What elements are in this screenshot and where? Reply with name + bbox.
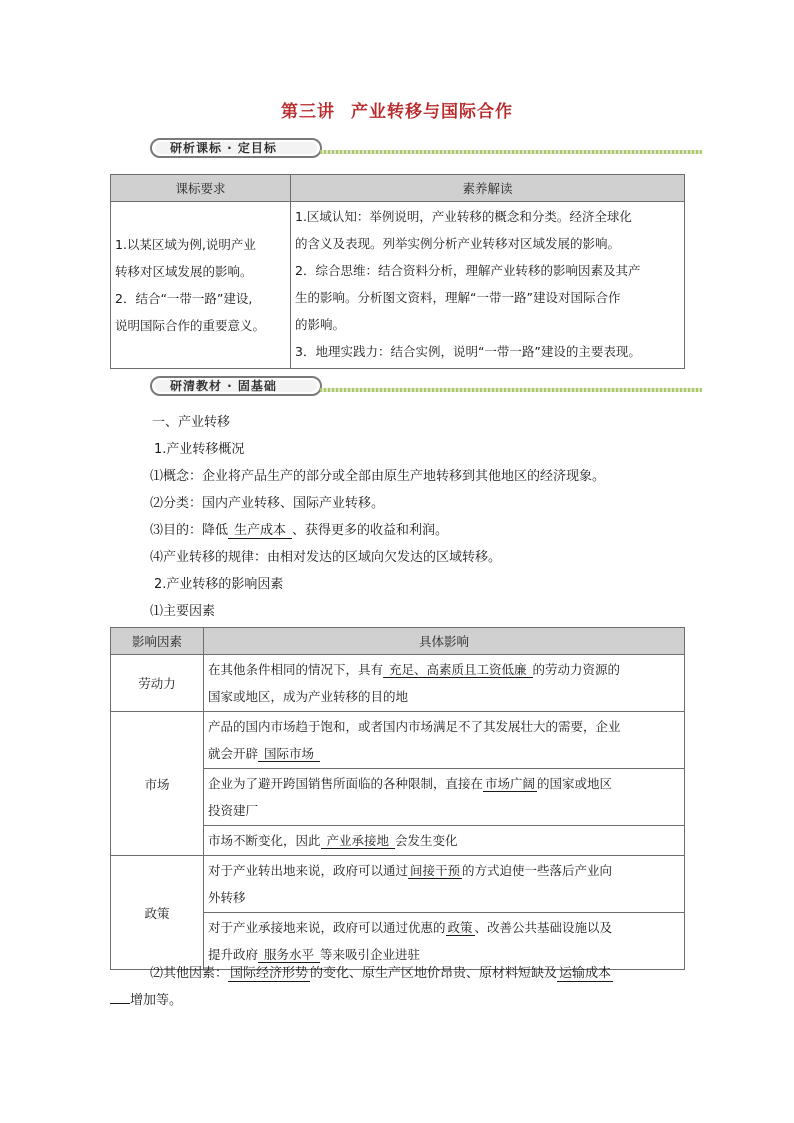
standards-line: 1.以某区域为例,说明产业 xyxy=(115,237,256,252)
fill-blank: 市场广阔 xyxy=(485,776,536,791)
concept-line: ⑴概念：企业将产品生产的部分或全部由原生产地转移到其他地区的经济现象。 xyxy=(150,469,606,484)
subheading-factors: 2.产业转移的影响因素 xyxy=(154,577,284,592)
fill-blank: 生产成本 xyxy=(228,523,292,539)
fill-blank: 服务水平 xyxy=(258,947,320,963)
impact-policy: 对于产业转出地来说，政府可以通过 间接干预 的方式迫使一些落后产业向 外转移 xyxy=(204,856,685,913)
fill-blank: 政策 xyxy=(447,920,473,935)
subheading-overview: 1.产业转移概况 xyxy=(154,442,245,457)
fill-blank: 产业承接地 xyxy=(321,833,396,849)
page-title xyxy=(0,97,794,122)
literacy-line: 的影响。 xyxy=(295,317,346,332)
literacy-cell xyxy=(291,202,685,369)
factor-policy: 政策 xyxy=(111,856,204,970)
literacy-line: 生的影响。分析图文资料，理解“一带一路”建设对国际合作 xyxy=(295,290,621,305)
subheading-main-factors: ⑴主要因素 xyxy=(150,604,216,619)
fill-blank: 国际经济形势 xyxy=(230,966,309,981)
banner-divider xyxy=(320,388,702,392)
section-banner-textbook xyxy=(150,376,702,398)
blank-tail xyxy=(110,1003,130,1004)
standards-cell xyxy=(111,202,291,369)
impact-policy: 对于产业承接地来说，政府可以通过优惠的 政策 、改善公共基础设施以及 提升政府 服务水平 等来吸引企业进驻 xyxy=(204,913,685,970)
literacy-line: 3．地理实践力：结合实例，说明“一带一路”建设的主要表现。 xyxy=(295,344,641,359)
literacy-line: 的含义及表现。列举实例分析产业转移对区域发展的影响。 xyxy=(295,236,621,251)
header-literacy: 素养解读 xyxy=(291,175,685,202)
section-heading: 一、产业转移 xyxy=(152,415,231,430)
factor-labor: 劳动力 xyxy=(111,655,204,712)
impact-market: 企业为了避开跨国销售所面临的各种限制，直接在 市场广阔 的国家或地区 投资建厂 xyxy=(204,769,685,826)
impact-market: 产品的国内市场趋于饱和，或者国内市场满足不了其发展壮大的需要，企业 就会开辟 国际市场 xyxy=(204,712,685,769)
other-factors-line-2: 增加等。 xyxy=(110,989,182,1008)
standards-line: 说明国际合作的重要意义。 xyxy=(115,318,266,333)
pattern-line: ⑷产业转移的规律：由相对发达的区域向欠发达的区域转移。 xyxy=(150,550,502,565)
factors-table xyxy=(110,627,685,970)
standards-line: 2．结合“一带一路”建设, xyxy=(115,291,253,306)
purpose-line: ⑶目的：降低 生产成本 、获得更多的收益和利润。 xyxy=(150,523,449,538)
standards-line: 转移对区域发展的影响。 xyxy=(115,264,253,279)
header-impact: 具体影响 xyxy=(204,628,685,655)
banner-divider xyxy=(320,150,702,154)
banner-label: 研清教材 · 固基础 xyxy=(170,379,277,393)
impact-market: 市场不断变化，因此 产业承接地 会发生变化 xyxy=(204,826,685,856)
impact-labor: 在其他条件相同的情况下，具有 充足、高素质且工资低廉 的劳动力资源的 国家或地区，成为产业转移的目的地 xyxy=(204,655,685,712)
fill-blank: 充足、高素质且工资低廉 xyxy=(383,662,533,678)
literacy-line: 2．综合思维：结合资料分析，理解产业转移的影响因素及其产 xyxy=(295,263,641,278)
fill-blank: 运输成本 xyxy=(559,966,612,981)
header-factor: 影响因素 xyxy=(111,628,204,655)
classification-line: ⑵分类：国内产业转移、国际产业转移。 xyxy=(150,496,385,511)
fill-blank: 国际市场 xyxy=(258,746,320,762)
literacy-line: 1.区域认知：举例说明，产业转移的概念和分类。经济全球化 xyxy=(295,209,632,224)
fill-blank: 间接干预 xyxy=(410,863,461,878)
section-banner-standards xyxy=(150,138,702,160)
requirements-table xyxy=(110,174,685,369)
other-factors-line: ⑵其他因素： 国际经济形势 的变化、原生产区地价昂贵、原材料短缺及 运输成本 xyxy=(150,966,612,981)
banner-label: 研析课标 · 定目标 xyxy=(170,141,277,155)
header-standards: 课标要求 xyxy=(111,175,291,202)
lecture-number: 第三讲 xyxy=(281,102,335,122)
lecture-topic: 产业转移与国际合作 xyxy=(351,102,513,122)
factor-market: 市场 xyxy=(111,712,204,856)
